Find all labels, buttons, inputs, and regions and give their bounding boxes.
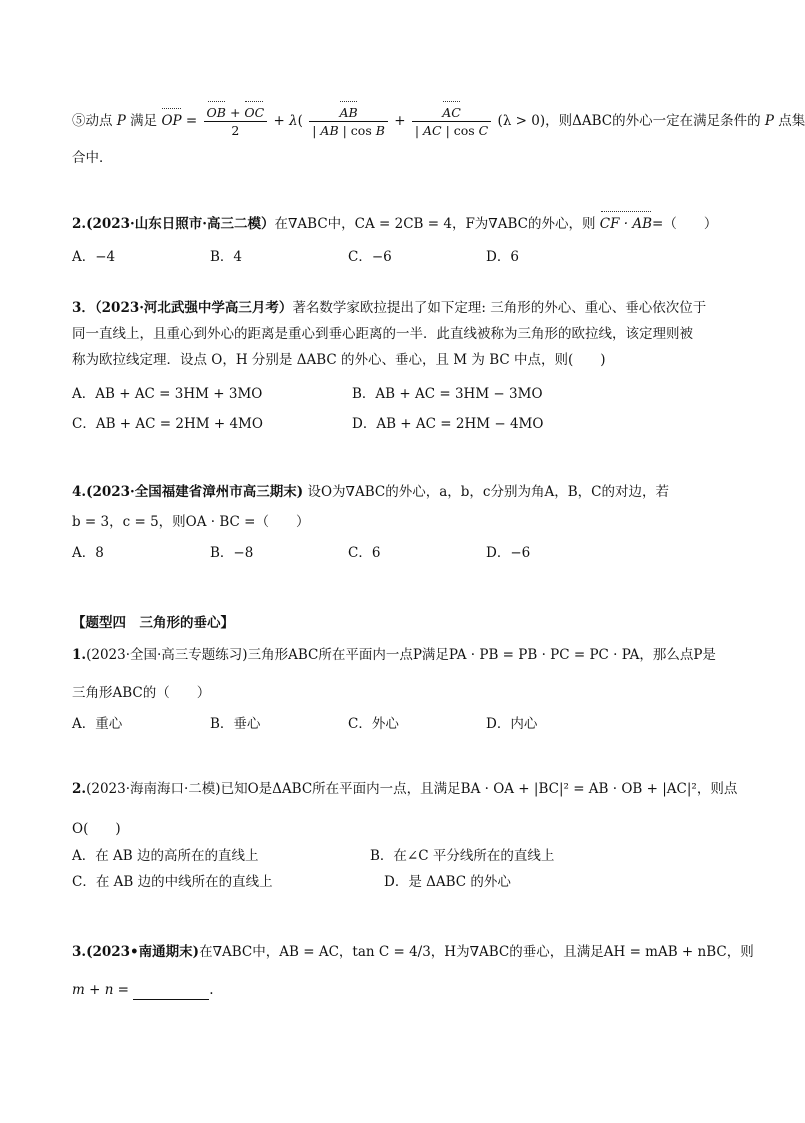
p3-option-d[interactable]: D．AB + AC = 2HM − 4MO xyxy=(352,416,544,432)
p3-option-a[interactable]: A．AB + AC = 3HM + 3MO xyxy=(72,386,263,402)
s2-source: (2023·海南海口·二模) xyxy=(86,781,221,797)
s3-line2: m + n = . xyxy=(72,982,214,998)
p2-option-b[interactable]: B．4 xyxy=(210,249,243,265)
q5-prefix: ⑤动点 xyxy=(72,113,113,129)
p2-tail: =（ ） xyxy=(652,216,718,232)
p3-line2: 同一直线上，且重心到外心的距离是重心到垂心距离的一半．此直线被称为三角形的欧拉线，该定理则被 xyxy=(72,326,693,342)
q5-line2: 合中． xyxy=(72,150,113,166)
p4-option-a[interactable]: A．8 xyxy=(72,545,104,561)
p4-line1 xyxy=(72,482,669,502)
s2-text-1: 已知O是ΔABC所在平面内一点，且满足BA · OA + |BC|² = AB · OB + |AC|²，则点 xyxy=(220,781,738,797)
s3-text-2: m + n = xyxy=(72,982,129,998)
p4-line2: b = 3，c = 5，则OA · BC =（ ） xyxy=(72,514,310,530)
p4-option-d[interactable]: D．−6 xyxy=(486,545,531,561)
p2-stem xyxy=(72,214,717,234)
p4-text-1: 设O为∇ABC的外心，a，b，c分别为角A，B，C的对边，若 xyxy=(307,484,669,500)
p2-number: 2. xyxy=(72,216,87,232)
q5-mid: 满足 xyxy=(130,113,158,129)
p3-text-1: 著名数学家欧拉提出了如下定理: 三角形的外心、重心、垂心依次位于 xyxy=(292,300,707,316)
p3-option-c[interactable]: C．AB + AC = 2HM + 4MO xyxy=(72,416,263,432)
s1-source: (2023·全国·高三专题练习) xyxy=(86,647,248,663)
p2-source: (2023·山东日照市·高三二模） xyxy=(86,216,275,232)
p2-text: 在∇ABC中，CA = 2CB = 4，F为∇ABC的外心，则 xyxy=(274,216,596,232)
q5-suffix: 点集 xyxy=(778,113,805,129)
p4-option-c[interactable]: C．6 xyxy=(348,545,381,561)
q5-condition: (λ > 0)，则ΔABC的外心一定在满足条件的 xyxy=(497,113,761,129)
fraction-1: $\frac{OB + OC}{2}$ xyxy=(204,104,268,139)
s2-option-b[interactable]: B．在∠C 平分线所在的直线上 xyxy=(370,848,555,864)
s2-option-c[interactable]: C．在 AB 边的中线所在的直线上 xyxy=(72,874,273,890)
s1-option-c[interactable]: C．外心 xyxy=(348,716,399,732)
s3-line1 xyxy=(72,942,754,962)
s1-number: 1. xyxy=(72,647,87,663)
s3-number: 3. xyxy=(72,944,87,960)
answer-blank[interactable] xyxy=(133,985,209,1000)
p2-option-a[interactable]: A．−4 xyxy=(72,249,116,265)
p4-number: 4. xyxy=(72,484,87,500)
fraction-3: $\frac{AC}{\text{| AC | cos C}}$ xyxy=(412,104,491,139)
p2-option-c[interactable]: C．−6 xyxy=(348,249,392,265)
s2-option-d[interactable]: D．是 ΔABC 的外心 xyxy=(384,874,511,890)
s2-number: 2. xyxy=(72,781,87,797)
p2-expression: CF · AB xyxy=(599,216,653,232)
p3-option-b[interactable]: B．AB + AC = 3HM − 3MO xyxy=(352,386,543,402)
p3-line3: 称为欧拉线定理．设点 O，H 分别是 ΔABC 的外心、垂心，且 M 为 BC 中点，则( ) xyxy=(72,352,606,368)
s2-line2: O( ) xyxy=(72,821,121,837)
s1-line2: 三角形ABC的（ ） xyxy=(72,685,211,701)
s1-text-1: 三角形ABC所在平面内一点P满足PA · PB = PB · PC = PC · PA，那么点P是 xyxy=(247,647,716,663)
s2-option-a[interactable]: A．在 AB 边的高所在的直线上 xyxy=(72,848,259,864)
p4-source: (2023·全国福建省漳州市高三期末) xyxy=(86,484,304,500)
s3-source: (2023•南通期末) xyxy=(86,944,200,960)
p3-number: 3． xyxy=(72,300,95,316)
p4-option-b[interactable]: B．−8 xyxy=(210,545,254,561)
fraction-2: $\frac{AB}{\text{| AB | cos B}}$ xyxy=(309,104,388,139)
s1-line1 xyxy=(72,645,716,665)
s3-text-1: 在∇ABC中，AB = AC，tan C = 4/3，H为∇ABC的垂心，且满足AH = mAB + nBC，则 xyxy=(199,944,754,960)
q5-line1: ⑤动点 P 满足 OP = $\frac{OB + OC}{2}$ + λ( $\frac{AB}{\text{| AB | cos B}}$ + $\frac{AC}{\text{| AC | cos C}}$ (λ > 0)，则ΔABC的外心一定在满足条件的 P 点集 xyxy=(72,105,805,138)
p3-line1 xyxy=(72,298,706,318)
s1-option-d[interactable]: D．内心 xyxy=(486,716,538,732)
s2-line1 xyxy=(72,779,737,799)
section-heading: 【题型四 三角形的垂心】 xyxy=(72,615,234,631)
p2-option-d[interactable]: D．6 xyxy=(486,249,519,265)
p3-source: （2023·河北武强中学高三月考） xyxy=(94,300,293,316)
s1-option-b[interactable]: B．垂心 xyxy=(210,716,261,732)
s1-option-a[interactable]: A．重心 xyxy=(72,716,123,732)
